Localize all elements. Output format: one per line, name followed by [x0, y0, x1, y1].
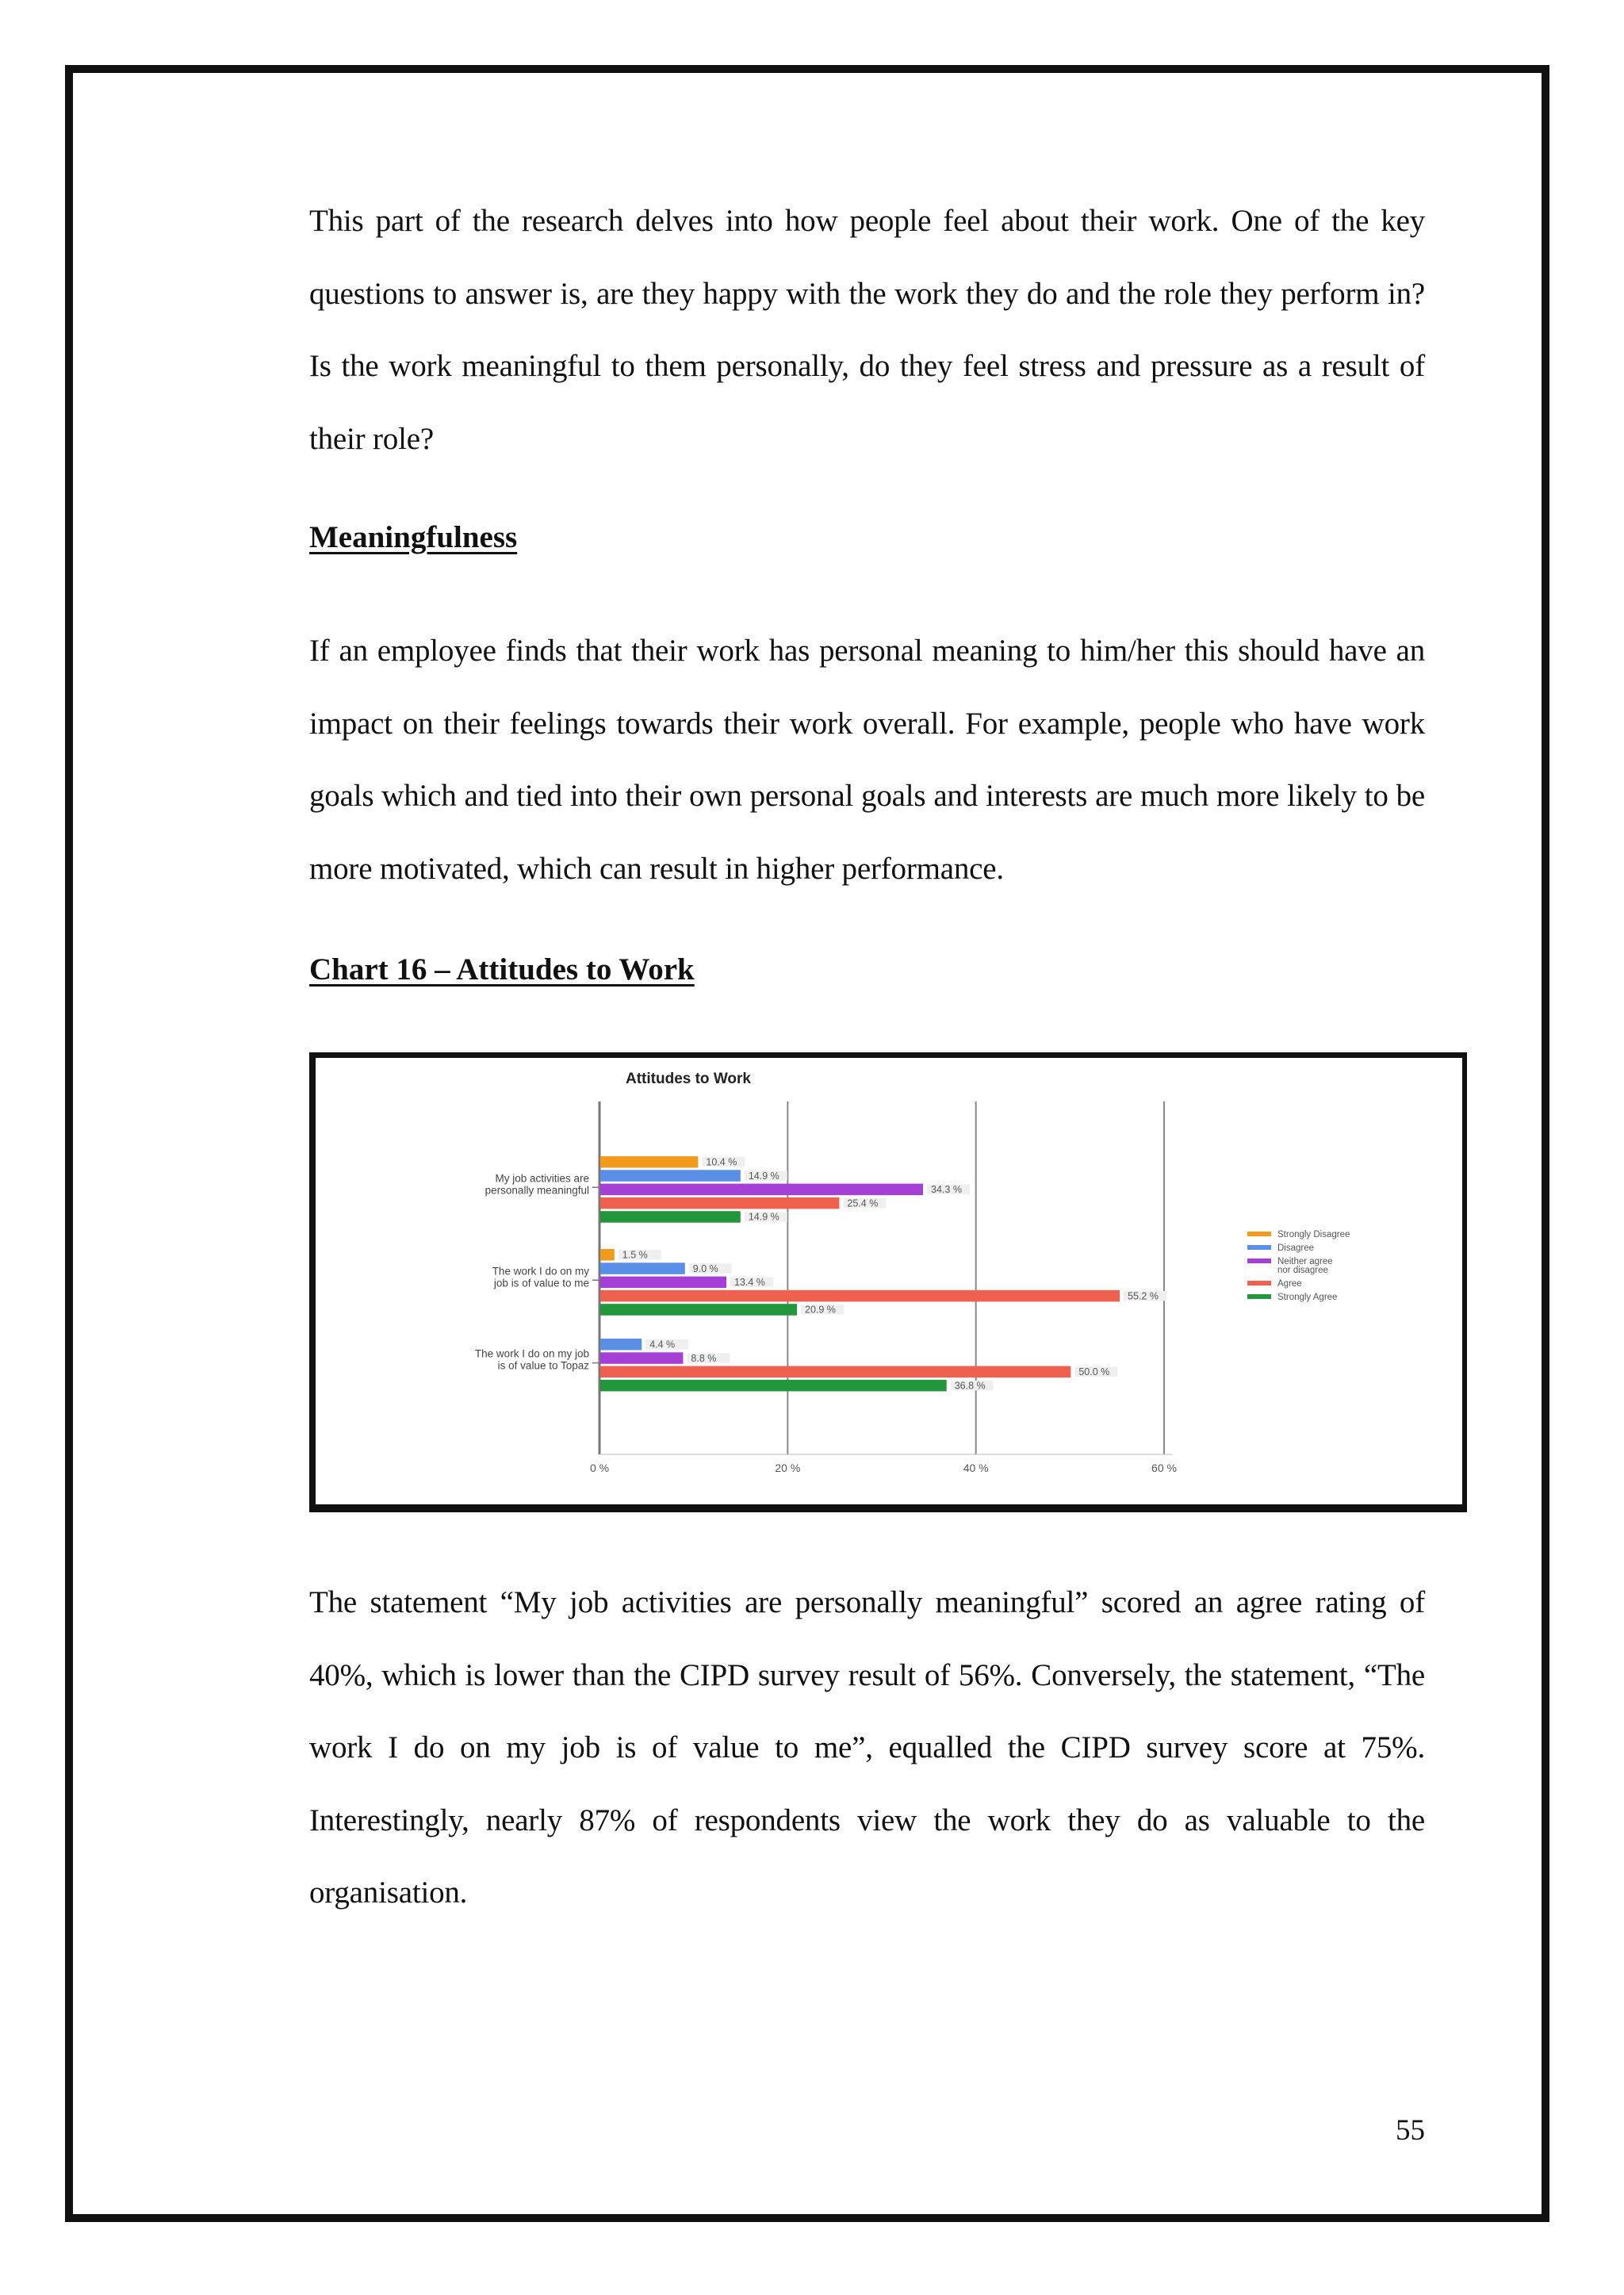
legend-label: nor disagree [1277, 1266, 1328, 1275]
category-label: personally meaningful [485, 1184, 589, 1197]
data-label: 36.8 % [954, 1380, 986, 1392]
analysis-paragraph: The statement “My job activities are personally meaningful” scored an agree rating of 40%, which is lower than the CIPD survey result of 56%. Conversely, the statement, “The work I do on my job is of value to me”, equalled the CIPD survey score at 75%. Interestingly, nearly 87% of respondents view the work they do as valuable to the organisation. [309, 1585, 1425, 1910]
meaning-paragraph: If an employee finds that their work has personal meaning to him/her this should have an impact on their feelings towards their work overall. For example, people who have work goals which and tied into their own personal goals and interests are much more likely to be more motivated, which can result in higher performance. [309, 634, 1425, 886]
chart-frame [309, 1052, 1467, 1512]
bar [600, 1249, 615, 1261]
legend-swatch [1247, 1294, 1271, 1299]
data-label: 55.2 % [1128, 1290, 1159, 1302]
data-label: 9.0 % [692, 1262, 718, 1274]
legend-swatch [1247, 1259, 1271, 1263]
bar [600, 1170, 741, 1182]
bar [600, 1197, 839, 1209]
chart-caption: Chart 16 – Attitudes to Work [309, 952, 695, 987]
bar [600, 1380, 947, 1392]
data-label: 14.9 % [748, 1211, 779, 1223]
data-label: 50.0 % [1078, 1366, 1110, 1378]
x-tick-label: 20 % [775, 1462, 801, 1474]
legend-label: Strongly Disagree [1277, 1230, 1350, 1239]
category-label: The work I do on my job [474, 1347, 589, 1360]
meaningfulness-heading: Meaningfulness [309, 520, 518, 554]
data-label: 10.4 % [706, 1156, 737, 1168]
data-label: 25.4 % [847, 1197, 879, 1209]
bar [600, 1184, 923, 1196]
bar [600, 1277, 726, 1289]
bar [600, 1352, 683, 1364]
x-tick-label: 60 % [1151, 1462, 1177, 1474]
data-label: 14.9 % [748, 1170, 779, 1182]
bar [600, 1211, 741, 1223]
bar [600, 1262, 685, 1274]
chart-title: Attitudes to Work [626, 1071, 751, 1087]
legend-swatch [1247, 1232, 1271, 1236]
data-label: 8.8 % [691, 1352, 717, 1364]
legend-swatch [1247, 1245, 1271, 1250]
intro-paragraph: This part of the research delves into how people feel about their work. One of the key questions to answer is, are they happy with the work they do and the role they perform in? Is the work meaningful to them personally, do they feel stress and pressure as a result of their role? [309, 204, 1425, 456]
bar [600, 1304, 797, 1316]
legend-label: Strongly Agree [1277, 1293, 1338, 1302]
x-tick-label: 0 % [589, 1462, 610, 1474]
legend-swatch [1247, 1281, 1271, 1285]
data-label: 13.4 % [734, 1277, 765, 1289]
bar [600, 1339, 642, 1351]
bar [600, 1290, 1120, 1302]
page-number: 55 [1396, 2114, 1425, 2147]
category-label: My job activities are [495, 1172, 589, 1185]
category-label: The work I do on my [492, 1265, 589, 1278]
data-label: 4.4 % [649, 1339, 676, 1351]
legend-label: Agree [1277, 1279, 1302, 1289]
legend-label: Neither agree [1277, 1257, 1333, 1266]
x-tick-label: 40 % [963, 1462, 989, 1474]
attitudes-chart [316, 1058, 1462, 1504]
bar [600, 1366, 1071, 1378]
bar [600, 1156, 698, 1168]
category-label: is of value to Topaz [497, 1359, 589, 1372]
legend-label: Disagree [1277, 1243, 1315, 1253]
data-label: 1.5 % [622, 1249, 648, 1261]
data-label: 34.3 % [931, 1184, 962, 1196]
category-label: job is of value to me [493, 1277, 589, 1289]
data-label: 20.9 % [805, 1304, 836, 1316]
